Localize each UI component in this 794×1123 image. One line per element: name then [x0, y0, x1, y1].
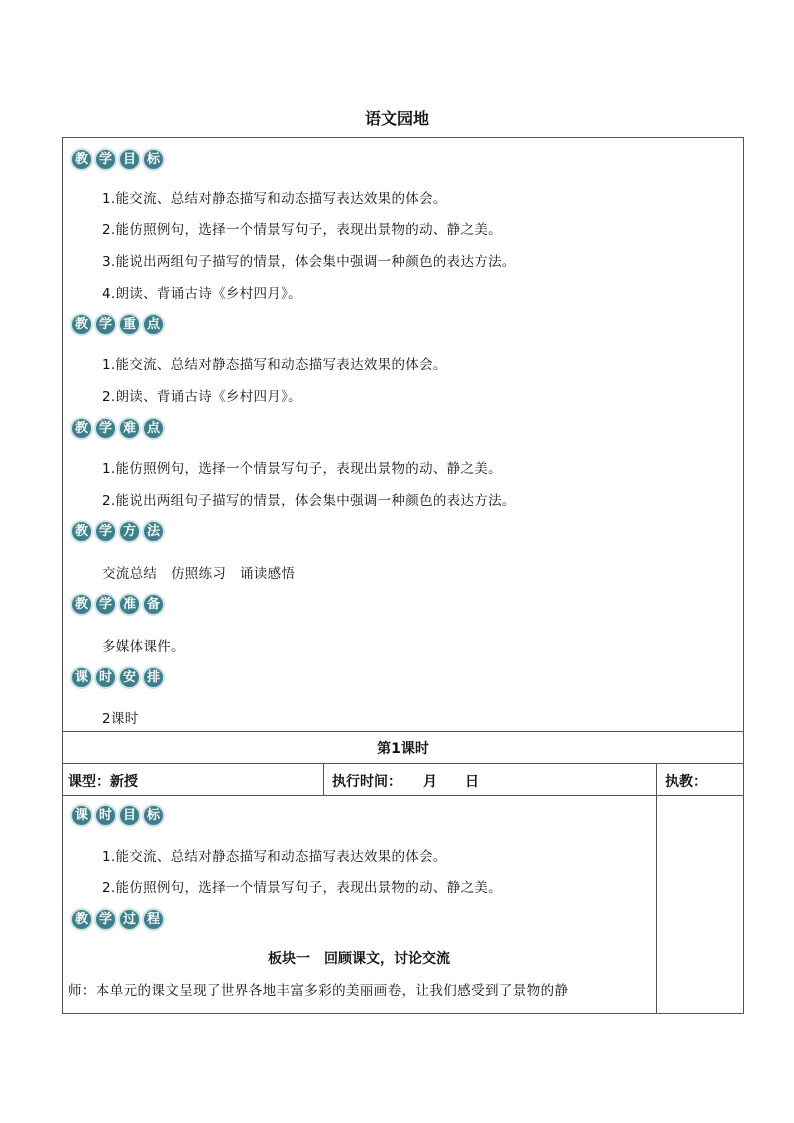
section-badge-key-points [70, 313, 165, 336]
list-item: 2.朗读、背诵古诗《乡村四月》。 [102, 389, 302, 405]
badge-char: 程 [142, 908, 165, 931]
badge-char: 学 [94, 908, 117, 931]
divider [62, 795, 744, 796]
list-item: 4.朗读、背诵古诗《乡村四月》。 [102, 286, 302, 302]
list-item: 2.能仿照例句，选择一个情景写句子，表现出景物的动、静之美。 [102, 222, 502, 238]
list-item: 1.能仿照例句，选择一个情景写句子，表现出景物的动、静之美。 [102, 461, 502, 477]
list-item: 1.能交流、总结对静态描写和动态描写表达效果的体会。 [102, 191, 447, 207]
list-item: 交流总结 仿照练习 诵读感悟 [102, 566, 296, 582]
badge-char: 过 [118, 908, 141, 931]
badge-char: 备 [142, 593, 165, 616]
section-badge-preparation [70, 593, 165, 616]
badge-char: 学 [94, 417, 117, 440]
section-badge-objectives [70, 148, 165, 171]
badge-char: 标 [142, 804, 165, 827]
divider [656, 763, 657, 1014]
badge-char: 时 [94, 666, 117, 689]
page-title: 语文园地 [364, 109, 429, 128]
lesson-heading: 第1课时 [377, 741, 429, 757]
block-title: 板块一 回顾课文，讨论交流 [268, 951, 450, 967]
section-badge-process [70, 908, 165, 931]
list-item: 1.能交流、总结对静态描写和动态描写表达效果的体会。 [102, 849, 447, 865]
badge-char: 课 [70, 666, 93, 689]
section-badge-methods [70, 520, 165, 543]
badge-char: 教 [70, 313, 93, 336]
badge-char: 标 [142, 148, 165, 171]
badge-char: 目 [118, 148, 141, 171]
badge-char: 学 [94, 593, 117, 616]
badge-char: 时 [94, 804, 117, 827]
list-item: 2.能说出两组句子描写的情景，体会集中强调一种颜色的表达方法。 [102, 493, 516, 509]
list-item: 3.能说出两组句子描写的情景，体会集中强调一种颜色的表达方法。 [102, 254, 516, 270]
lesson-teacher: 执教： [665, 774, 707, 790]
list-item: 多媒体课件。 [102, 639, 185, 655]
section-badge-schedule [70, 666, 165, 689]
badge-char: 学 [94, 520, 117, 543]
badge-char: 学 [94, 148, 117, 171]
badge-char: 点 [142, 313, 165, 336]
list-item: 1.能交流、总结对静态描写和动态描写表达效果的体会。 [102, 357, 447, 373]
paragraph: 师：本单元的课文呈现了世界各地丰富多彩的美丽画卷，让我们感受到了景物的静 [68, 983, 569, 999]
badge-char: 教 [70, 417, 93, 440]
badge-char: 排 [142, 666, 165, 689]
badge-char: 方 [118, 520, 141, 543]
lesson-type: 课型：新授 [68, 774, 138, 790]
badge-char: 安 [118, 666, 141, 689]
badge-char: 教 [70, 593, 93, 616]
badge-char: 课 [70, 804, 93, 827]
lesson-time: 执行时间： 月 日 [332, 774, 479, 790]
list-item: 2课时 [102, 711, 139, 727]
badge-char: 教 [70, 148, 93, 171]
section-badge-difficulties [70, 417, 165, 440]
badge-char: 目 [118, 804, 141, 827]
badge-char: 难 [118, 417, 141, 440]
badge-char: 教 [70, 520, 93, 543]
section-badge-lesson-objectives [70, 804, 165, 827]
badge-char: 教 [70, 908, 93, 931]
divider [62, 731, 744, 732]
badge-char: 重 [118, 313, 141, 336]
badge-char: 点 [142, 417, 165, 440]
badge-char: 学 [94, 313, 117, 336]
divider [62, 763, 744, 764]
divider [323, 763, 324, 795]
badge-char: 法 [142, 520, 165, 543]
list-item: 2.能仿照例句，选择一个情景写句子，表现出景物的动、静之美。 [102, 880, 502, 896]
badge-char: 准 [118, 593, 141, 616]
